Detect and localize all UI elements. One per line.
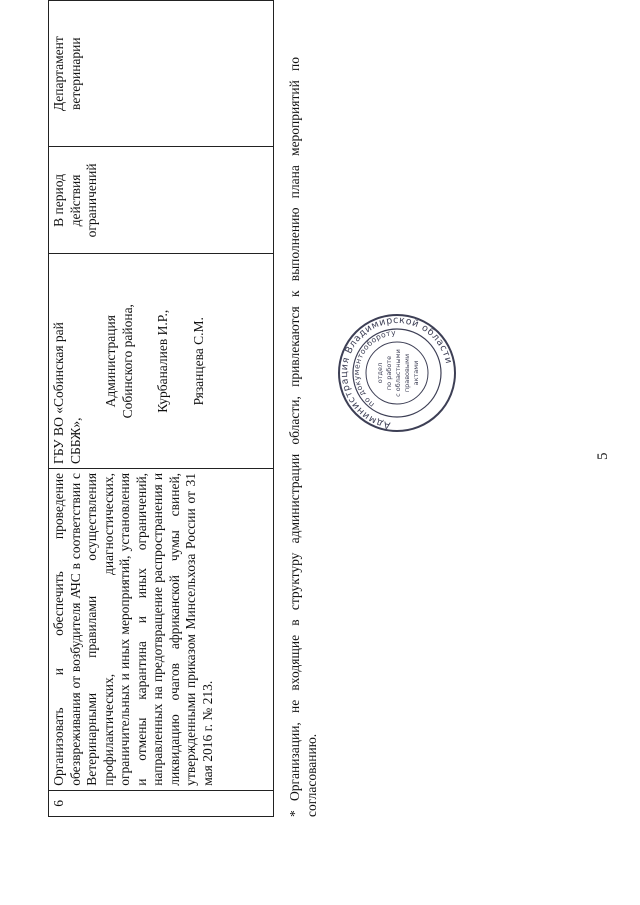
- executors-cell: [49, 254, 274, 468]
- executor-line: ГБУ ВО «Собинская рай: [51, 322, 66, 464]
- seal-center-line: по работе: [385, 355, 393, 391]
- seal-center-line: отдел: [376, 362, 384, 384]
- footnote: * Организации, не входящие в структуру администрации области, привлекаются к выполнению плана мероприятий по согласованию.: [287, 57, 319, 817]
- spacer: [136, 259, 155, 464]
- row-number: 6: [49, 790, 274, 816]
- executor-line: Собинского района,: [119, 304, 135, 419]
- seal-inner-text: по документообороту: [351, 327, 397, 410]
- seal-center-line: правовыми: [403, 353, 411, 393]
- task-cell: Организовать и обеспечить проведение обезвреживания от возбудителя АЧС в соответствии с Ветеринарными правилами осуществления профилактических, диагностических, ограничительных и иных мероприятий, установления и отмены карантина и иных ограничений, направленных на предотвращение распространения и ликвидацию очагов африканской чумы свиней, утвержденными приказом Минсельхоза России от 31 мая 2016 г. № 213.: [49, 468, 274, 790]
- executor-line: Администрация: [103, 315, 118, 408]
- seal-center-line: с областными: [394, 349, 402, 397]
- executor-line: Курбаналиев И.Р.,: [155, 309, 170, 413]
- spacer: [172, 259, 191, 464]
- spacer: [84, 259, 103, 464]
- executor-line: Рязанцева С.М.: [190, 317, 206, 406]
- official-seal-icon: [337, 313, 457, 433]
- page-number: 5: [595, 452, 611, 460]
- seal-center-line: актами: [412, 360, 420, 386]
- responsible-cell: Департамент ветеринарии: [49, 1, 274, 147]
- term-cell: В период действия ограничений: [49, 147, 274, 254]
- table-row: [49, 1, 274, 817]
- seal-outer-text: Администрация Владимирской области: [338, 314, 455, 431]
- measures-table: [48, 0, 274, 817]
- executor-line: СББЖ»,: [67, 417, 83, 464]
